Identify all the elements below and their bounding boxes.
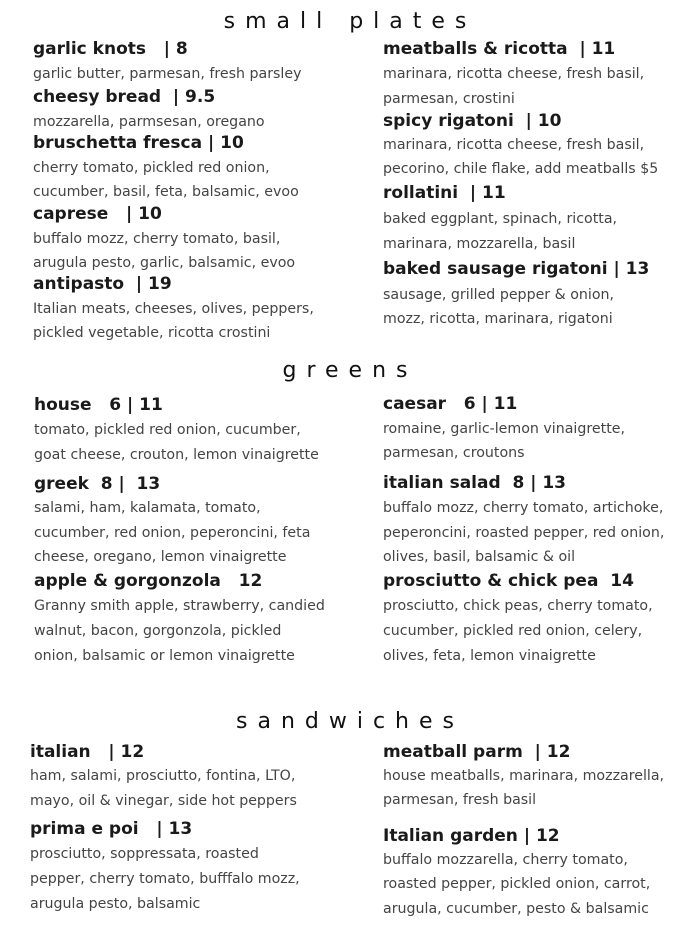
- menu-item-description: parmesan, croutons: [383, 445, 525, 461]
- menu-item-description: mozz, ricotta, marinara, rigatoni: [383, 311, 613, 327]
- menu-item-description: sausage, grilled pepper & onion,: [383, 287, 615, 303]
- menu-item-description: ham, salami, prosciutto, fontina, LTO,: [30, 768, 296, 784]
- section-heading-small-plates: small plates: [223, 9, 477, 34]
- menu-item-description: pecorino, chile flake, add meatballs $5: [383, 161, 659, 177]
- menu-item-description: garlic butter, parmesan, fresh parsley: [33, 66, 302, 82]
- menu-item-description: salami, ham, kalamata, tomato,: [34, 500, 261, 516]
- menu-item-title: caesar 6 | 11: [383, 394, 518, 414]
- menu-item-description: prosciutto, soppressata, roasted: [30, 846, 259, 862]
- menu-item-description: prosciutto, chick peas, cherry tomato,: [383, 598, 653, 614]
- menu-item-title: meatball parm | 12: [383, 742, 571, 762]
- menu-item-title: baked sausage rigatoni | 13: [383, 259, 650, 279]
- menu-item-description: olives, feta, lemon vinaigrette: [383, 648, 596, 664]
- menu-item-description: cherry tomato, pickled red onion,: [33, 160, 270, 176]
- menu-item-description: buffalo mozzarella, cherry tomato,: [383, 852, 628, 868]
- menu-item-title: prosciutto & chick pea 14: [383, 571, 634, 591]
- menu-item-description: house meatballs, marinara, mozzarella,: [383, 768, 665, 784]
- menu-item-title: italian salad 8 | 13: [383, 473, 566, 493]
- menu-item-title: cheesy bread | 9.5: [33, 87, 216, 107]
- menu-item-description: marinara, mozzarella, basil: [383, 236, 576, 252]
- menu-item-description: pickled vegetable, ricotta crostini: [33, 325, 271, 341]
- menu-item-description: parmesan, fresh basil: [383, 792, 537, 808]
- menu-item-description: arugula pesto, balsamic: [30, 896, 201, 912]
- menu-item-description: Granny smith apple, strawberry, candied: [34, 598, 325, 614]
- menu-item-description: walnut, bacon, gorgonzola, pickled: [34, 623, 282, 639]
- menu-item-description: olives, basil, balsamic & oil: [383, 549, 576, 565]
- menu-item-description: goat cheese, crouton, lemon vinaigrette: [34, 447, 319, 463]
- menu-item-title: Italian garden | 12: [383, 826, 560, 846]
- menu-item-description: marinara, ricotta cheese, fresh basil,: [383, 137, 645, 153]
- menu-item-title: bruschetta fresca | 10: [33, 133, 244, 153]
- menu-item-description: marinara, ricotta cheese, fresh basil,: [383, 66, 645, 82]
- menu-item-description: peperoncini, roasted pepper, red onion,: [383, 525, 665, 541]
- menu-item-title: caprese | 10: [33, 204, 162, 224]
- menu-item-title: spicy rigatoni | 10: [383, 111, 562, 131]
- menu-item-description: roasted pepper, pickled onion, carrot,: [383, 876, 651, 892]
- menu-item-description: baked eggplant, spinach, ricotta,: [383, 211, 618, 227]
- menu-item-description: buffalo mozz, cherry tomato, artichoke,: [383, 500, 664, 516]
- menu-item-title: greek 8 | 13: [34, 474, 161, 494]
- section-heading-sandwiches: sandwiches: [236, 709, 464, 734]
- menu-item-description: pepper, cherry tomato, bufffalo mozz,: [30, 871, 300, 887]
- menu-item-description: Italian meats, cheeses, olives, peppers,: [33, 301, 314, 317]
- menu-item-title: prima e poi | 13: [30, 819, 193, 839]
- menu-item-description: arugula, cucumber, pesto & balsamic: [383, 901, 649, 917]
- menu-item-description: mayo, oil & vinegar, side hot peppers: [30, 793, 297, 809]
- menu-item-title: apple & gorgonzola 12: [34, 571, 263, 591]
- menu-item-title: rollatini | 11: [383, 183, 506, 203]
- menu-item-description: mozzarella, parmsesan, oregano: [33, 114, 265, 130]
- menu-item-description: cucumber, basil, feta, balsamic, evoo: [33, 184, 299, 200]
- menu-item-title: antipasto | 19: [33, 274, 172, 294]
- menu-item-description: romaine, garlic-lemon vinaigrette,: [383, 421, 625, 437]
- menu-item-title: house 6 | 11: [34, 395, 163, 415]
- menu-item-title: italian | 12: [30, 742, 145, 762]
- menu-item-description: arugula pesto, garlic, balsamic, evoo: [33, 255, 296, 271]
- menu-item-description: parmesan, crostini: [383, 91, 515, 107]
- menu-item-title: meatballs & ricotta | 11: [383, 39, 616, 59]
- section-heading-greens: greens: [282, 358, 418, 383]
- menu-item-description: cheese, oregano, lemon vinaigrette: [34, 549, 287, 565]
- menu-item-description: cucumber, red onion, peperoncini, feta: [34, 525, 311, 541]
- menu-item-title: garlic knots | 8: [33, 39, 188, 59]
- menu-item-description: buffalo mozz, cherry tomato, basil,: [33, 231, 281, 247]
- menu-item-description: cucumber, pickled red onion, celery,: [383, 623, 643, 639]
- menu-item-description: onion, balsamic or lemon vinaigrette: [34, 648, 295, 664]
- menu-item-description: tomato, pickled red onion, cucumber,: [34, 422, 301, 438]
